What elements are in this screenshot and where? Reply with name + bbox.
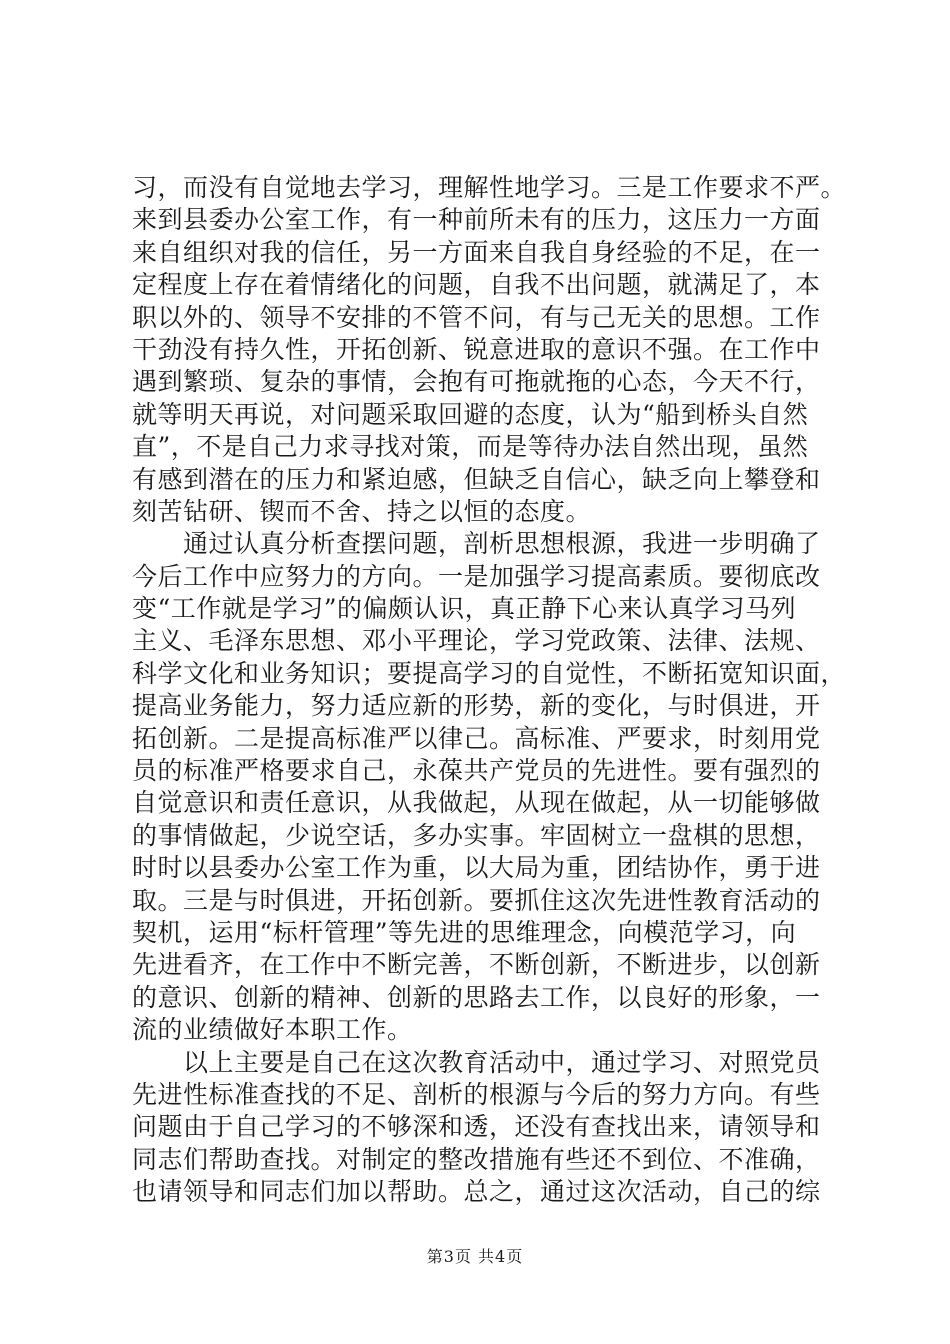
text-line: 职以外的、领导不安排的不管不问，有与己无关的思想。工作 bbox=[132, 302, 821, 332]
text-line: 主义、毛泽东思想、邓小平理论，学习党政策、法律、法规、 bbox=[132, 626, 821, 656]
text-line: 员的标准严格要求自己，永葆共产党员的先进性。要有强烈的 bbox=[132, 756, 821, 786]
text-line: 以上主要是自己在这次教育活动中，通过学习、对照党员 bbox=[132, 1047, 821, 1077]
text-line: 问题由于自己学习的不够深和透，还没有查找出来，请领导和 bbox=[132, 1112, 821, 1142]
text-line: 遇到繁琐、复杂的事情，会抱有可拖就拖的心态，今天不行， bbox=[132, 367, 821, 397]
text-line: 同志们帮助查找。对制定的整改措施有些还不到位、不准确， bbox=[132, 1144, 821, 1174]
text-line: 来到县委办公室工作，有一种前所未有的压力，这压力一方面 bbox=[132, 205, 821, 235]
text-line: 先进性标准查找的不足、剖析的根源与今后的努力方向。有些 bbox=[132, 1079, 821, 1109]
text-line: 今后工作中应努力的方向。一是加强学习提高素质。要彻底改 bbox=[132, 561, 821, 591]
text-line: 时时以县委办公室工作为重，以大局为重，团结协作，勇于进 bbox=[132, 853, 821, 883]
text-line: 科学文化和业务知识；要提高学习的自觉性，不断拓宽知识面， bbox=[132, 658, 847, 688]
text-line: 也请领导和同志们加以帮助。总之，通过这次活动，自己的综 bbox=[132, 1177, 821, 1207]
text-line: 的意识、创新的精神、创新的思路去工作，以良好的形象，一 bbox=[132, 982, 821, 1012]
text-line: 直”，不是自己力求寻找对策，而是等待办法自然出现，虽然 bbox=[132, 432, 809, 462]
page-footer: 第3页 共4页 bbox=[426, 1247, 524, 1266]
text-line: 通过认真分析查摆问题，剖析思想根源，我进一步明确了 bbox=[132, 529, 821, 559]
text-line: 变“工作就是学习”的偏颇认识，真正静下心来认真学习马列 bbox=[132, 594, 797, 624]
document-body bbox=[132, 172, 847, 1209]
text-line: 习，而没有自觉地去学习，理解性地学习。三是工作要求不严。 bbox=[132, 173, 847, 202]
text-line: 契机，运用“标杆管理”等先进的思维理念，向模范学习，向 bbox=[132, 917, 797, 947]
text-line: 的事情做起，少说空话，多办实事。牢固树立一盘棋的思想， bbox=[132, 820, 821, 850]
text-line: 干劲没有持久性，开拓创新、锐意进取的意识不强。在工作中 bbox=[132, 334, 821, 364]
text-line: 刻苦钻研、锲而不舍、持之以恒的态度。 bbox=[132, 496, 592, 526]
text-line: 就等明天再说，对问题采取回避的态度，认为“船到桥头自然 bbox=[132, 399, 809, 429]
text-line: 取。三是与时俱进，开拓创新。要抓住这次先进性教育活动的 bbox=[132, 885, 821, 915]
text-line: 先进看齐，在工作中不断完善，不断创新，不断进步，以创新 bbox=[132, 950, 821, 980]
text-line: 定程度上存在着情绪化的问题，自我不出问题，就满足了，本 bbox=[132, 270, 821, 300]
text-line: 有感到潜在的压力和紧迫感，但缺乏自信心，缺乏向上攀登和 bbox=[132, 464, 821, 494]
text-line: 拓创新。二是提高标准严以律己。高标准、严要求，时刻用党 bbox=[132, 723, 821, 753]
text-line: 来自组织对我的信任，另一方面来自我自身经验的不足，在一 bbox=[132, 237, 821, 267]
text-line: 自觉意识和责任意识，从我做起，从现在做起，从一切能够做 bbox=[132, 788, 821, 818]
text-line: 提高业务能力，努力适应新的形势，新的变化，与时俱进，开 bbox=[132, 691, 821, 721]
text-line: 流的业绩做好本职工作。 bbox=[132, 1015, 413, 1045]
